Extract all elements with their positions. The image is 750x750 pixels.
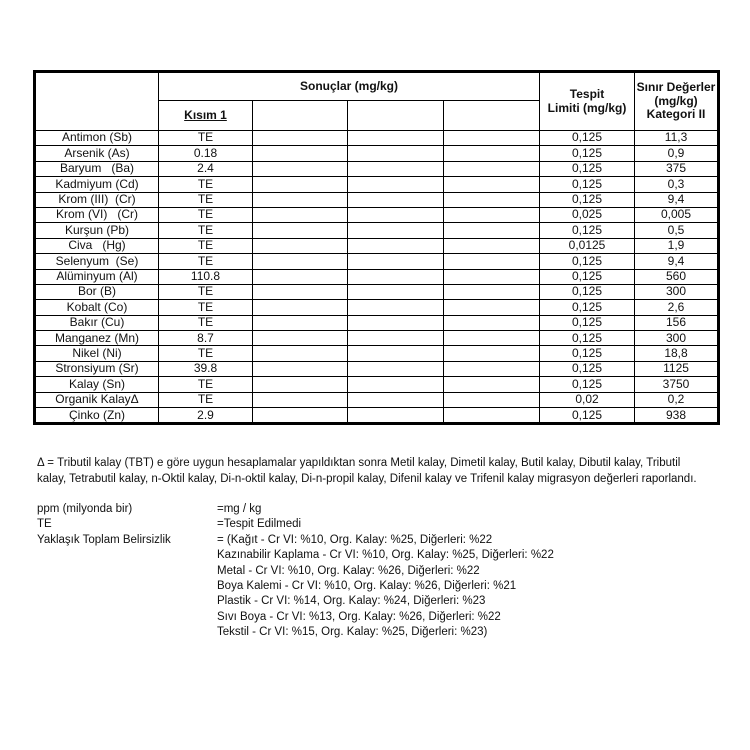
empty-result-cell bbox=[253, 392, 348, 407]
limit-value-cell: 2,6 bbox=[635, 300, 719, 315]
empty-result-cell bbox=[348, 284, 444, 299]
definition-value: =Tespit Edilmedi bbox=[217, 518, 302, 531]
part1-header-label: Kısım 1 bbox=[184, 107, 227, 122]
detection-limit-cell: 0,125 bbox=[540, 300, 635, 315]
empty-result-cell bbox=[253, 269, 348, 284]
results-group-header: Sonuçlar (mg/kg) bbox=[159, 72, 540, 101]
footnote bbox=[37, 455, 697, 487]
empty-result-cell bbox=[348, 269, 444, 284]
empty-result-cell bbox=[253, 284, 348, 299]
definitions-list bbox=[37, 502, 554, 641]
table-row bbox=[35, 331, 719, 346]
detection-limit-cell: 0,025 bbox=[540, 207, 635, 222]
limit-value-cell: 0,5 bbox=[635, 223, 719, 238]
table-row bbox=[35, 315, 719, 330]
element-cell: Kalay (Sn) bbox=[35, 377, 159, 392]
element-cell: Bakır (Cu) bbox=[35, 315, 159, 330]
detection-limit-cell: 0,125 bbox=[540, 223, 635, 238]
element-cell: Baryum (Ba) bbox=[35, 161, 159, 176]
detection-limit-cell: 0,125 bbox=[540, 315, 635, 330]
limit-value-cell: 0,005 bbox=[635, 207, 719, 222]
empty-result-cell bbox=[444, 408, 540, 424]
definition-label: Yaklaşık Toplam Belirsizlik bbox=[37, 533, 171, 546]
empty-result-cell bbox=[253, 238, 348, 253]
empty-result-cell bbox=[348, 146, 444, 161]
empty-result-cell bbox=[444, 254, 540, 269]
element-cell: Nikel (Ni) bbox=[35, 346, 159, 361]
table-row bbox=[35, 392, 719, 407]
definition-value: = (Kağıt - Cr VI: %10, Org. Kalay: %25, Diğerleri: %22 bbox=[217, 533, 493, 546]
kisim1-value-cell: TE bbox=[159, 346, 253, 361]
element-cell: Stronsiyum (Sr) bbox=[35, 361, 159, 376]
definition-row bbox=[37, 625, 554, 640]
empty-result-cell bbox=[348, 315, 444, 330]
empty-result-column-header bbox=[348, 101, 444, 131]
definition-value: Boya Kalemi - Cr VI: %10, Org. Kalay: %26, Diğerleri: %21 bbox=[217, 580, 517, 593]
empty-result-cell bbox=[444, 131, 540, 146]
kisim1-value-cell: 2.4 bbox=[159, 161, 253, 176]
empty-result-cell bbox=[348, 192, 444, 207]
kisim1-value-cell: TE bbox=[159, 207, 253, 222]
empty-result-cell bbox=[348, 331, 444, 346]
table-row bbox=[35, 269, 719, 284]
kisim1-value-cell: TE bbox=[159, 192, 253, 207]
limit-value-cell: 0,3 bbox=[635, 177, 719, 192]
empty-result-cell bbox=[444, 146, 540, 161]
limit-value-cell: 300 bbox=[635, 331, 719, 346]
limit-values-header-line: Kategori II bbox=[646, 107, 706, 122]
empty-result-cell bbox=[444, 238, 540, 253]
empty-result-cell bbox=[348, 131, 444, 146]
empty-result-cell bbox=[253, 331, 348, 346]
empty-result-cell bbox=[253, 315, 348, 330]
kisim1-value-cell: TE bbox=[159, 392, 253, 407]
header-row-1 bbox=[35, 72, 719, 101]
element-cell: Arsenik (As) bbox=[35, 146, 159, 161]
limit-value-cell: 1125 bbox=[635, 361, 719, 376]
element-column-header bbox=[35, 72, 159, 131]
empty-result-cell bbox=[348, 346, 444, 361]
empty-result-cell bbox=[253, 192, 348, 207]
table-row bbox=[35, 192, 719, 207]
limit-value-cell: 11,3 bbox=[635, 131, 719, 146]
empty-result-cell bbox=[348, 238, 444, 253]
empty-result-cell bbox=[444, 392, 540, 407]
element-cell: Krom (VI) (Cr) bbox=[35, 207, 159, 222]
definition-label: ppm (milyonda bir) bbox=[37, 503, 133, 515]
element-cell: Alüminyum (Al) bbox=[35, 269, 159, 284]
kisim1-value-cell: TE bbox=[159, 177, 253, 192]
empty-result-cell bbox=[253, 131, 348, 146]
empty-result-cell bbox=[253, 161, 348, 176]
footnote-line: Δ = Tributil kalay (TBT) e göre uygun hesaplamalar yapıldıktan sonra Metil kalay, Dimetil kalay, Butil kalay, Dibutil kalay, Tributil bbox=[37, 457, 681, 469]
detection-limit-header-line: Tespit bbox=[569, 87, 605, 102]
empty-result-cell bbox=[444, 269, 540, 284]
empty-result-cell bbox=[253, 377, 348, 392]
kisim1-value-cell: 110.8 bbox=[159, 269, 253, 284]
empty-result-cell bbox=[444, 177, 540, 192]
empty-result-cell bbox=[444, 300, 540, 315]
empty-result-cell bbox=[444, 331, 540, 346]
definition-value: Metal - Cr VI: %10, Org. Kalay: %26, Diğerleri: %22 bbox=[217, 564, 480, 577]
definition-row bbox=[37, 579, 554, 594]
table-row bbox=[35, 207, 719, 222]
empty-result-cell bbox=[253, 300, 348, 315]
kisim1-value-cell: TE bbox=[159, 223, 253, 238]
detection-limit-cell: 0,125 bbox=[540, 346, 635, 361]
empty-result-cell bbox=[444, 284, 540, 299]
empty-result-cell bbox=[348, 392, 444, 407]
empty-result-cell bbox=[253, 254, 348, 269]
detection-limit-header bbox=[540, 72, 635, 131]
results-table-body bbox=[35, 131, 719, 424]
element-cell: Kadmiyum (Cd) bbox=[35, 177, 159, 192]
detection-limit-cell: 0,125 bbox=[540, 161, 635, 176]
empty-result-cell bbox=[348, 207, 444, 222]
limit-value-cell: 18,8 bbox=[635, 346, 719, 361]
kisim1-value-cell: TE bbox=[159, 315, 253, 330]
limit-values-header bbox=[635, 72, 719, 131]
table-row bbox=[35, 161, 719, 176]
empty-result-cell bbox=[444, 315, 540, 330]
detection-limit-cell: 0,125 bbox=[540, 177, 635, 192]
detection-limit-header-line: Limiti (mg/kg) bbox=[547, 100, 627, 115]
definition-value: Tekstil - Cr VI: %15, Org. Kalay: %25, Diğerleri: %23) bbox=[217, 626, 488, 639]
detection-limit-cell: 0,125 bbox=[540, 377, 635, 392]
kisim1-value-cell: TE bbox=[159, 300, 253, 315]
limit-value-cell: 0,9 bbox=[635, 146, 719, 161]
empty-result-cell bbox=[253, 177, 348, 192]
empty-result-cell bbox=[444, 192, 540, 207]
detection-limit-cell: 0,125 bbox=[540, 408, 635, 424]
limit-value-cell: 375 bbox=[635, 161, 719, 176]
element-cell: Organik KalayΔ bbox=[35, 392, 159, 407]
detection-limit-cell: 0,125 bbox=[540, 331, 635, 346]
definition-row bbox=[37, 502, 554, 517]
detection-limit-cell: 0,0125 bbox=[540, 238, 635, 253]
empty-result-cell bbox=[444, 207, 540, 222]
definition-row bbox=[37, 517, 554, 532]
empty-result-cell bbox=[253, 223, 348, 238]
definition-row bbox=[37, 564, 554, 579]
empty-result-cell bbox=[444, 361, 540, 376]
kisim1-value-cell: 0.18 bbox=[159, 146, 253, 161]
kisim1-value-cell: TE bbox=[159, 131, 253, 146]
detection-limit-cell: 0,125 bbox=[540, 131, 635, 146]
detection-limit-cell: 0,125 bbox=[540, 284, 635, 299]
limit-values-header-line: Sınır Değerler bbox=[636, 80, 716, 95]
kisim1-value-cell: 39.8 bbox=[159, 361, 253, 376]
definition-value: Kazınabilir Kaplama - Cr VI: %10, Org. Kalay: %25, Diğerleri: %22 bbox=[217, 549, 554, 562]
limit-values-header-line: (mg/kg) bbox=[654, 93, 698, 108]
kisim1-value-cell: 8.7 bbox=[159, 331, 253, 346]
element-cell: Kobalt (Co) bbox=[35, 300, 159, 315]
limit-value-cell: 9,4 bbox=[635, 192, 719, 207]
element-cell: Kurşun (Pb) bbox=[35, 223, 159, 238]
kisim1-value-cell: TE bbox=[159, 284, 253, 299]
empty-result-column-header bbox=[253, 101, 348, 131]
empty-result-cell bbox=[253, 346, 348, 361]
empty-result-cell bbox=[348, 300, 444, 315]
empty-result-cell bbox=[444, 223, 540, 238]
kisim1-value-cell: 2.9 bbox=[159, 408, 253, 424]
kisim1-value-cell: TE bbox=[159, 377, 253, 392]
empty-result-cell bbox=[253, 361, 348, 376]
table-row bbox=[35, 223, 719, 238]
element-cell: Manganez (Mn) bbox=[35, 331, 159, 346]
table-row bbox=[35, 284, 719, 299]
element-cell: Antimon (Sb) bbox=[35, 131, 159, 146]
empty-result-cell bbox=[444, 161, 540, 176]
table-row bbox=[35, 146, 719, 161]
detection-limit-cell: 0,125 bbox=[540, 192, 635, 207]
empty-result-cell bbox=[444, 346, 540, 361]
footnote-line: kalay, Tetrabutil kalay, n-Oktil kalay, Di-n-oktil kalay, Di-n-propil kalay, Difenil kalay ve Trifenil kalay migrasyon değerleri raporlandı. bbox=[37, 473, 697, 485]
empty-result-cell bbox=[253, 146, 348, 161]
empty-result-cell bbox=[348, 177, 444, 192]
table-row bbox=[35, 131, 719, 146]
empty-result-cell bbox=[253, 408, 348, 424]
kisim1-value-cell: TE bbox=[159, 238, 253, 253]
definition-row bbox=[37, 594, 554, 609]
table-row bbox=[35, 377, 719, 392]
results-table bbox=[33, 70, 720, 425]
part1-header bbox=[159, 101, 253, 131]
table-row bbox=[35, 238, 719, 253]
table-row bbox=[35, 346, 719, 361]
limit-value-cell: 560 bbox=[635, 269, 719, 284]
table-row bbox=[35, 254, 719, 269]
empty-result-cell bbox=[348, 408, 444, 424]
definition-row bbox=[37, 533, 554, 548]
empty-result-cell bbox=[444, 377, 540, 392]
definition-row bbox=[37, 610, 554, 625]
detection-limit-cell: 0,125 bbox=[540, 269, 635, 284]
detection-limit-cell: 0,125 bbox=[540, 254, 635, 269]
empty-result-cell bbox=[348, 361, 444, 376]
empty-result-cell bbox=[348, 223, 444, 238]
limit-value-cell: 938 bbox=[635, 408, 719, 424]
empty-result-cell bbox=[348, 377, 444, 392]
element-cell: Bor (B) bbox=[35, 284, 159, 299]
kisim1-value-cell: TE bbox=[159, 254, 253, 269]
limit-value-cell: 300 bbox=[635, 284, 719, 299]
definition-label: TE bbox=[37, 518, 52, 531]
limit-value-cell: 9,4 bbox=[635, 254, 719, 269]
limit-value-cell: 156 bbox=[635, 315, 719, 330]
table-row bbox=[35, 408, 719, 424]
definition-value: Sıvı Boya - Cr VI: %13, Org. Kalay: %26, Diğerleri: %22 bbox=[217, 610, 501, 623]
detection-limit-cell: 0,125 bbox=[540, 361, 635, 376]
limit-value-cell: 3750 bbox=[635, 377, 719, 392]
element-cell: Çinko (Zn) bbox=[35, 408, 159, 424]
empty-result-column-header bbox=[444, 101, 540, 131]
definition-value: =mg / kg bbox=[217, 503, 262, 515]
table-row bbox=[35, 361, 719, 376]
empty-result-cell bbox=[253, 207, 348, 222]
detection-limit-cell: 0,125 bbox=[540, 146, 635, 161]
definition-row bbox=[37, 548, 554, 563]
limit-value-cell: 1,9 bbox=[635, 238, 719, 253]
table-row bbox=[35, 300, 719, 315]
empty-result-cell bbox=[348, 161, 444, 176]
element-cell: Selenyum (Se) bbox=[35, 254, 159, 269]
definition-value: Plastik - Cr VI: %14, Org. Kalay: %24, Diğerleri: %23 bbox=[217, 595, 486, 608]
table-row bbox=[35, 177, 719, 192]
empty-result-cell bbox=[348, 254, 444, 269]
element-cell: Krom (III) (Cr) bbox=[35, 192, 159, 207]
detection-limit-cell: 0,02 bbox=[540, 392, 635, 407]
element-cell: Civa (Hg) bbox=[35, 238, 159, 253]
limit-value-cell: 0,2 bbox=[635, 392, 719, 407]
